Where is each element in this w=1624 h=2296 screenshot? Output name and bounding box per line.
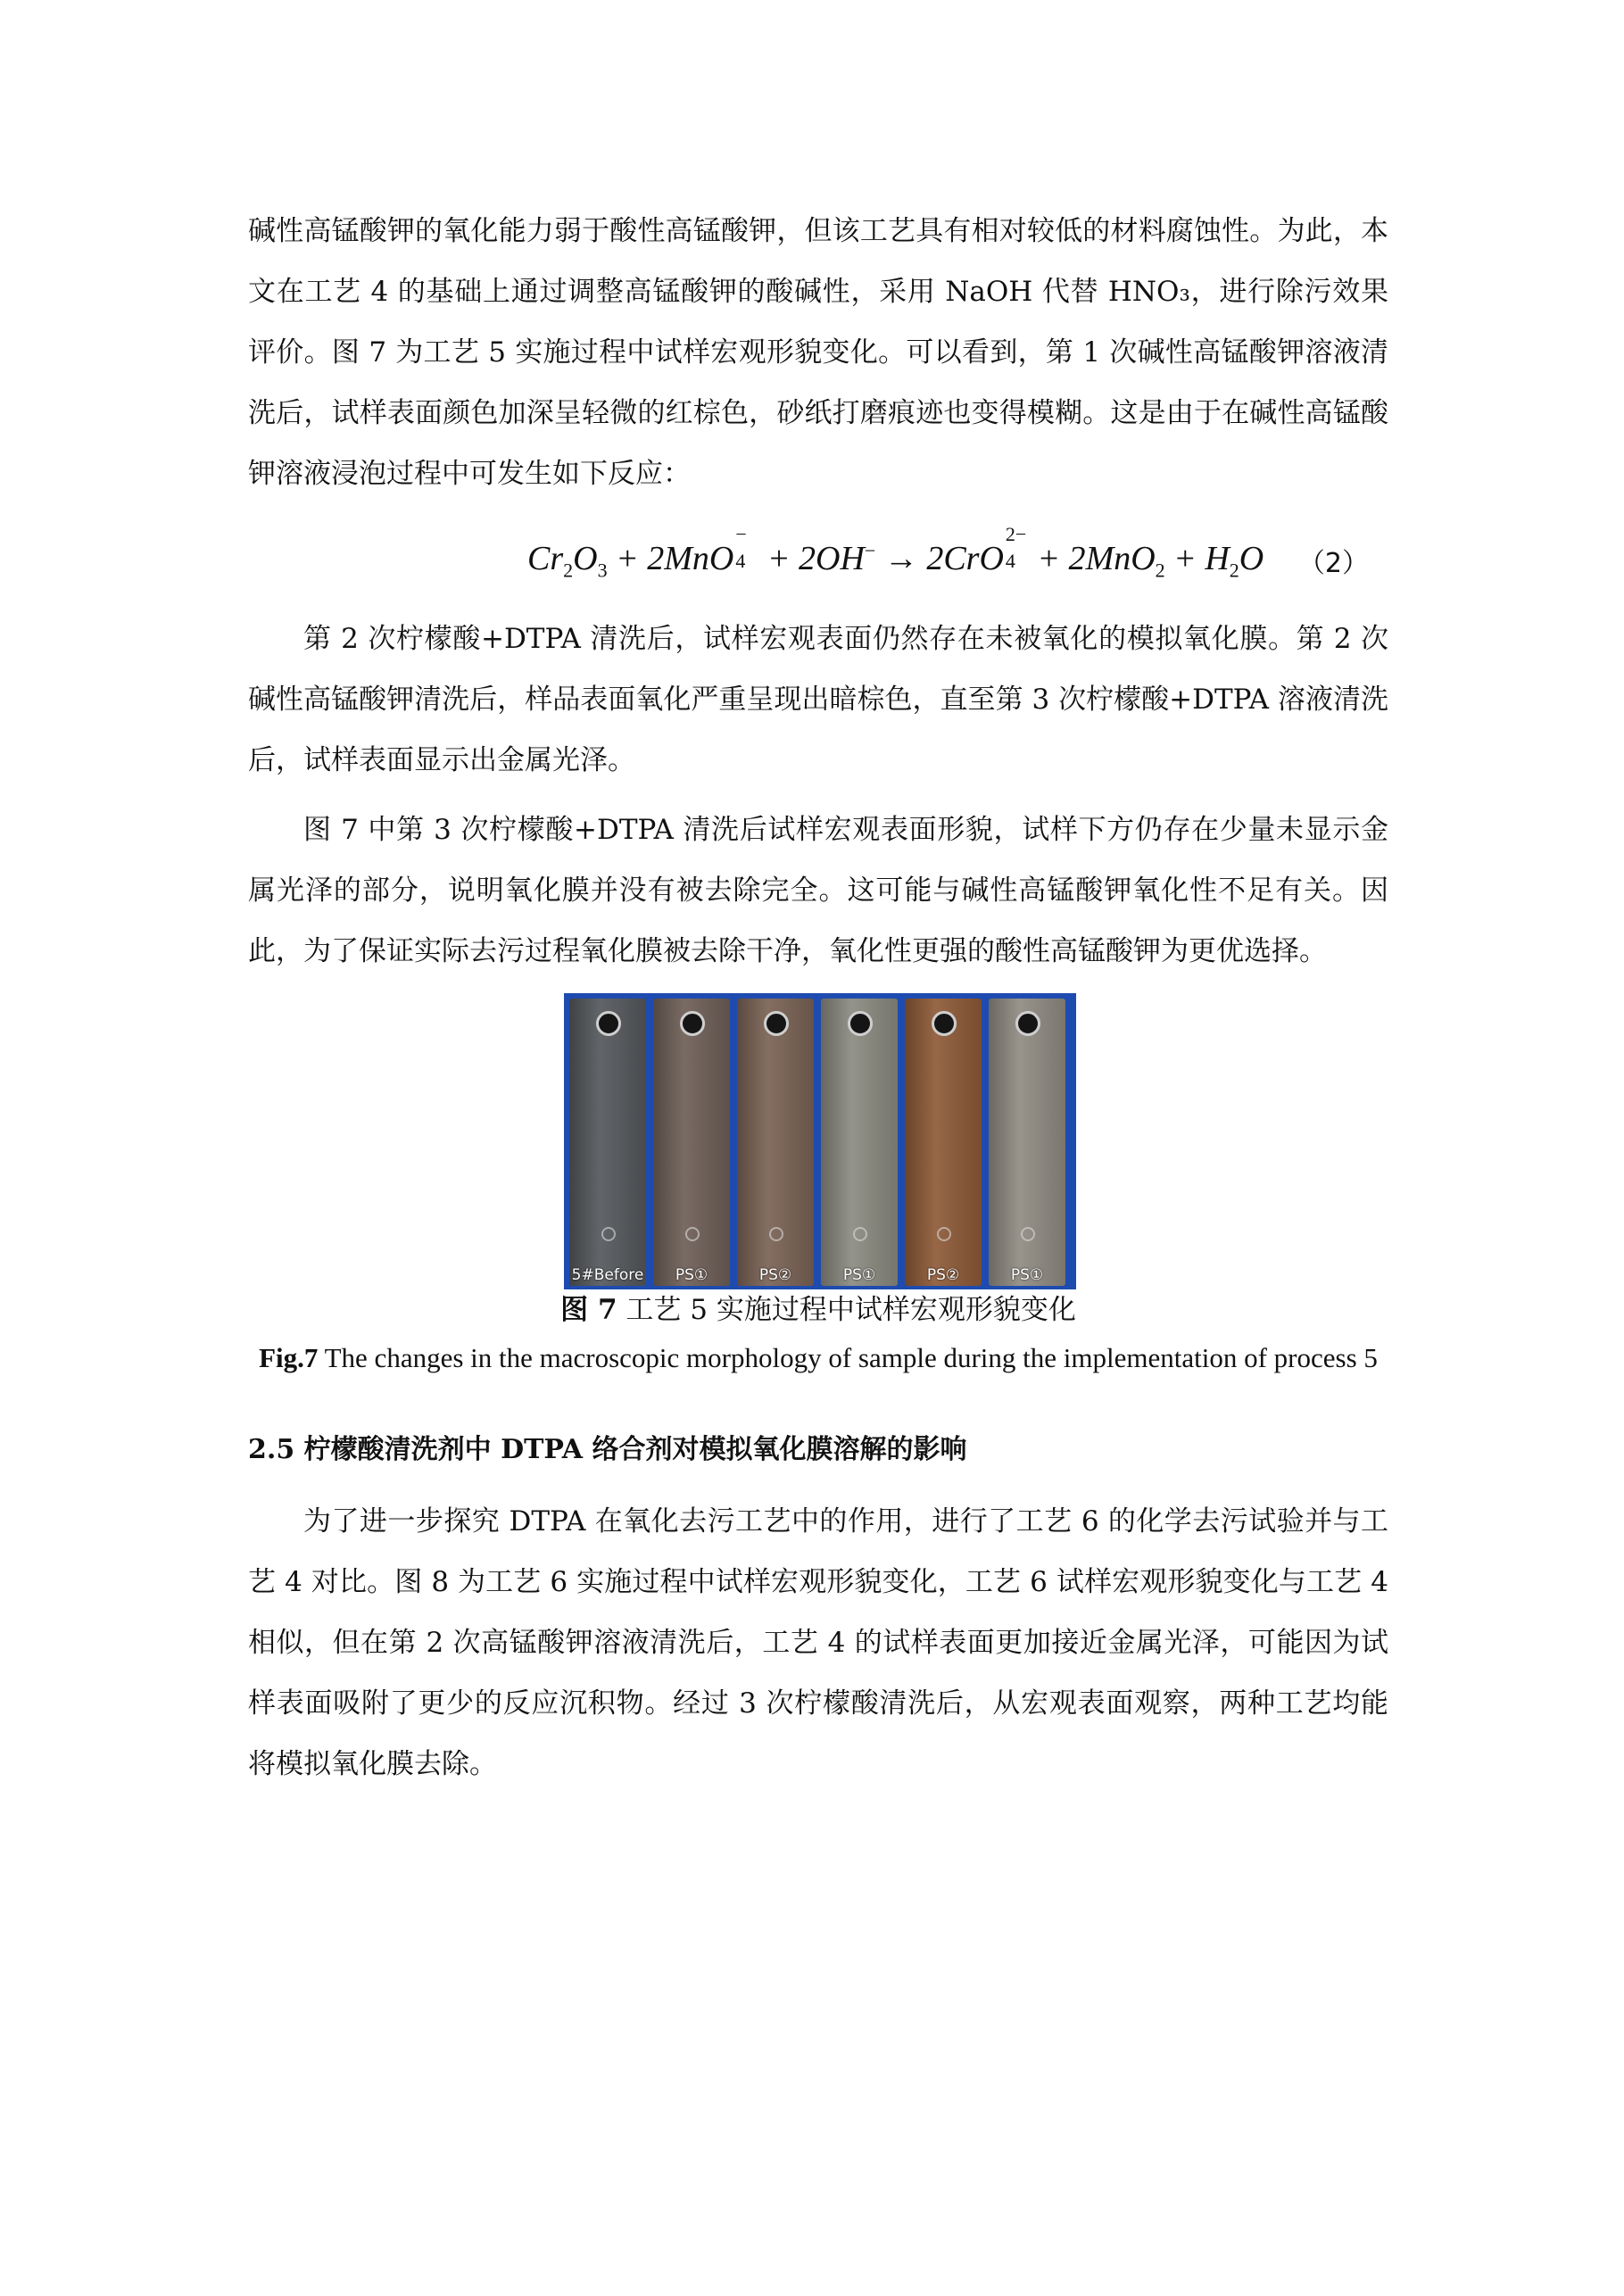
- sample-plate: [569, 999, 646, 1286]
- hole-icon: [848, 1011, 873, 1036]
- paragraph-1: 碱性高锰酸钾的氧化能力弱于酸性高锰酸钾，但该工艺具有相对较低的材料腐蚀性。为此，本文在工艺 4 的基础上通过调整高锰酸钾的酸碱性，采用 NaOH 代替 HNO₃，进行除污效果评价。图 7 为工艺 5 实施过程中试样宏观形貌变化。可以看到，第 1 次碱性高锰酸钾溶液清洗后，试样表面颜色加深呈轻微的红棕色，砂纸打磨痕迹也变得模糊。这是由于在碱性高锰酸钾溶液浸泡过程中可发生如下反应：: [248, 215, 1388, 490]
- hole-icon: [685, 1227, 700, 1241]
- hole-icon: [853, 1227, 867, 1241]
- equation-expression: $Cr_2O_3 + 2MnO$ − 4 + 2OH− → 2CrO 2− 4 + $2MnO_2 + H_2O$: [527, 523, 1264, 582]
- figure-caption-cn-text: 工艺 5 实施过程中试样宏观形貌变化: [617, 1294, 1076, 1326]
- figure-caption-en-text: The changes in the macroscopic morphology of sample during the implementation of process 5: [318, 1342, 1378, 1373]
- hole-icon: [596, 1011, 621, 1036]
- sample-plate: [737, 999, 814, 1286]
- hole-icon: [932, 1011, 957, 1036]
- hole-icon: [1021, 1227, 1035, 1241]
- hole-icon: [601, 1227, 616, 1241]
- plate-label: PS②: [758, 1266, 792, 1284]
- hole-icon: [769, 1227, 783, 1241]
- sample-plate: [989, 999, 1065, 1286]
- equation-number: （2）: [1297, 548, 1369, 579]
- paragraph-2: 第 2 次柠檬酸+DTPA 清洗后，试样宏观表面仍然存在未被氧化的模拟氧化膜。第 2 次碱性高锰酸钾清洗后，样品表面氧化严重呈现出暗棕色，直至第 3 次柠檬酸+DTPA 溶液清洗后，试样表面显示出金属光泽。: [248, 623, 1388, 776]
- paragraph-3: 图 7 中第 3 次柠檬酸+DTPA 清洗后试样宏观表面形貌，试样下方仍存在少量未显示金属光泽的部分，说明氧化膜并没有被去除完全。这可能与碱性高锰酸钾氧化性不足有关。因此，为了保证实际去污过程氧化膜被去除干净，氧化性更强的酸性高锰酸钾为更优选择。: [248, 814, 1388, 967]
- hole-icon: [764, 1011, 789, 1036]
- figure-label-cn: 图 7: [560, 1294, 617, 1326]
- sample-plate: [821, 999, 898, 1286]
- figure-caption-cn: [248, 1289, 1388, 1330]
- sample-plate: [653, 999, 730, 1286]
- plate-label: 5#Before: [571, 1266, 644, 1284]
- hole-icon: [680, 1011, 705, 1036]
- hole-icon: [1015, 1011, 1040, 1036]
- plate-label: PS①: [675, 1266, 708, 1284]
- figure-7-photo: [564, 993, 1076, 1289]
- figure-caption-en: [248, 1336, 1388, 1380]
- paragraph-4: 为了进一步探究 DTPA 在氧化去污工艺中的作用，进行了工艺 6 的化学去污试验并与工艺 4 对比。图 8 为工艺 6 实施过程中试样宏观形貌变化，工艺 6 试样宏观形貌变化与工艺 4 相似，但在第 2 次高锰酸钾溶液清洗后，工艺 4 的试样表面更加接近金属光泽，可能因为试样表面吸附了更少的反应沉积物。经过 3 次柠檬酸清洗后，从宏观表面观察，两种工艺均能将模拟氧化膜去除。: [248, 1505, 1388, 1780]
- hole-icon: [937, 1227, 951, 1241]
- plate-label: PS①: [842, 1266, 876, 1284]
- plate-label: PS②: [926, 1266, 960, 1284]
- section-heading: 2.5 柠檬酸清洗剂中 DTPA 络合剂对模拟氧化膜溶解的影响: [248, 1434, 967, 1465]
- equation-2: [248, 523, 1388, 589]
- figure-label-en: Fig.7: [259, 1342, 319, 1373]
- sample-plate: [905, 999, 982, 1286]
- plate-label: PS①: [1010, 1266, 1044, 1284]
